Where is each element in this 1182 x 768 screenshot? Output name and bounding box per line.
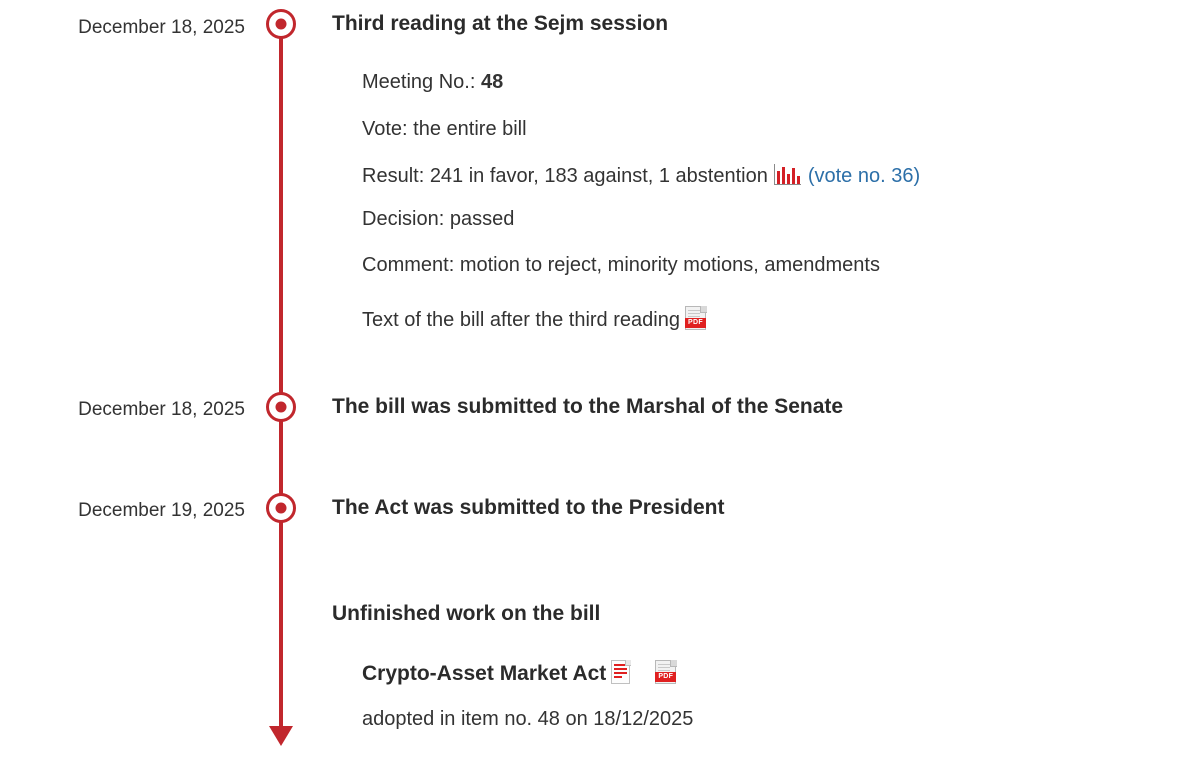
detail-label: Comment: [362, 254, 455, 276]
detail-bill-text [362, 306, 712, 332]
event-title: The bill was submitted to the Marshal of the Senate [332, 395, 844, 418]
detail-result [362, 163, 920, 188]
detail-value: passed [449, 208, 515, 230]
detail-value: motion to reject, minority motions, amendments [459, 254, 880, 276]
unfinished-heading: Unfinished work on the bill [332, 602, 601, 625]
detail-comment [362, 254, 880, 277]
timeline-marker-icon [266, 493, 296, 523]
event-date: December 19, 2025 [78, 500, 245, 521]
detail-label: Meeting No.: [362, 71, 476, 93]
detail-vote [362, 118, 527, 141]
event-title: Third reading at the Sejm session [332, 12, 669, 35]
vote-number-link[interactable]: (vote no. 36) [807, 165, 921, 187]
detail-value: 48 [480, 71, 504, 93]
pdf-icon[interactable] [654, 660, 678, 684]
document-icon[interactable] [610, 660, 632, 684]
pdf-icon[interactable] [684, 306, 708, 330]
detail-label: Vote: [362, 118, 408, 140]
detail-value: the entire bill [413, 118, 527, 140]
pdf-badge-label: PDF [655, 672, 676, 682]
event-date: December 18, 2025 [78, 399, 245, 420]
timeline-marker-icon [266, 9, 296, 39]
timeline-axis-arrow-icon [269, 726, 293, 746]
event-title: The Act was submitted to the President [332, 496, 725, 519]
detail-value: 241 in favor, 183 against, 1 abstention [429, 165, 768, 187]
event-date: December 18, 2025 [78, 17, 245, 38]
unfinished-item [362, 660, 682, 686]
timeline-marker-icon [266, 392, 296, 422]
bar-chart-icon[interactable] [772, 163, 804, 187]
unfinished-item-note: adopted in item no. 48 on 18/12/2025 [362, 708, 694, 730]
pdf-badge-label: PDF [685, 318, 706, 328]
timeline-axis [279, 24, 283, 732]
bill-text-label: Text of the bill after the third reading [362, 309, 680, 331]
detail-label: Decision: [362, 208, 445, 230]
detail-decision [362, 208, 514, 231]
unfinished-item-title[interactable]: Crypto-Asset Market Act [362, 662, 607, 685]
detail-label: Result: [362, 165, 425, 187]
detail-meeting-no [362, 71, 503, 94]
